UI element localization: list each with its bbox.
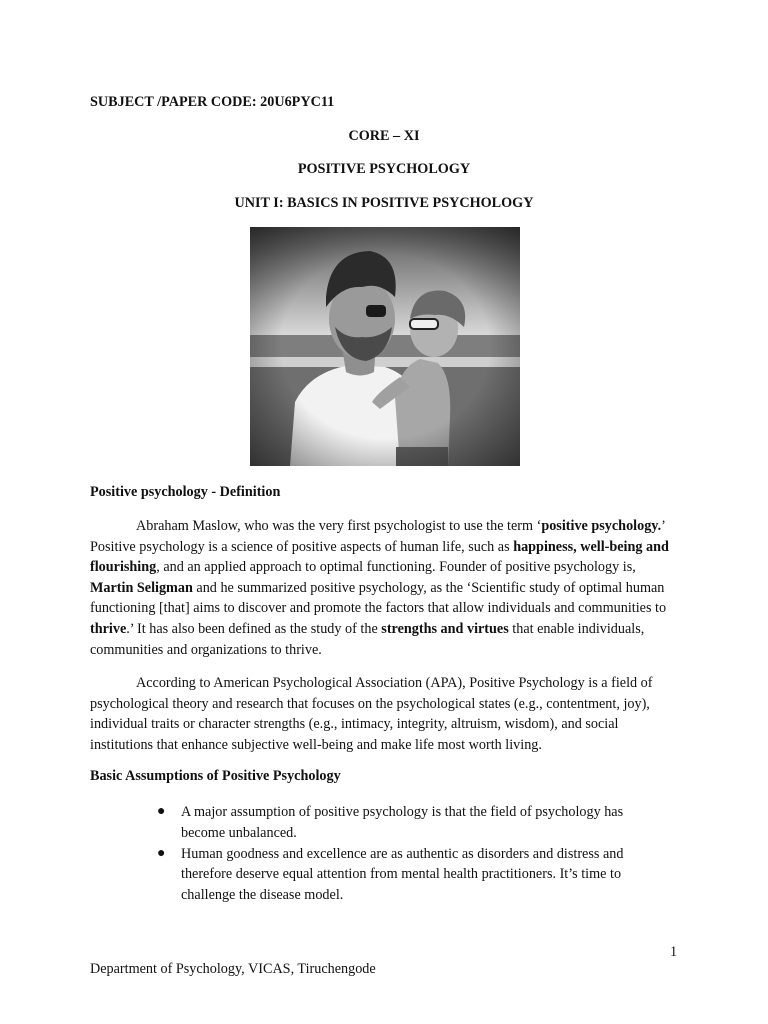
definition-paragraph <box>90 516 680 660</box>
bold-term: Martin Seligman <box>90 579 193 596</box>
unit-title: UNIT I: BASICS IN POSITIVE PSYCHOLOGY <box>234 195 534 211</box>
list-item-text: Human goodness and excellence are as authentic as disorders and distress and therefore deserve equal attention from mental health practitioners. It’s time to challenge the disease model. <box>181 845 624 904</box>
subject-code: SUBJECT /PAPER CODE: 20U6PYC11 <box>90 94 335 110</box>
list-item-text: A major assumption of positive psychology is that the field of psychology has become unbalanced. <box>181 804 624 841</box>
list-item <box>157 844 667 906</box>
text-run: Abraham Maslow, who was the very first psychologist to use the term ‘ <box>136 518 542 534</box>
definition-text <box>90 516 680 660</box>
text-run: that enable individuals, communities and organizations to thrive. <box>90 620 645 658</box>
bold-term: happiness, well-being and flourishing <box>90 538 669 576</box>
page-number: 1 <box>670 944 678 960</box>
text-run: and he summarized positive psychology, as the ‘Scientific study of optimal human functioning [that] aims to discover and promote the factors that allow individuals and communities to <box>90 579 667 617</box>
footer-department: Department of Psychology, VICAS, Tiruchengode <box>90 961 376 977</box>
apa-text: According to American Psychological Association (APA), Positive Psychology is a field of psychological theory and research that focuses on the psychological states (e.g., contentment, joy), individual traits or character strengths (e.g., intimacy, integrity, altruism, wisdom), and social institutions that enhance subjective well-being and make life most worth living. <box>90 675 653 753</box>
assumptions-list <box>157 802 667 906</box>
bold-term: positive psychology. <box>541 518 662 534</box>
definition-heading: Positive psychology - Definition <box>90 484 281 500</box>
course-title: POSITIVE PSYCHOLOGY <box>297 161 471 177</box>
bullet-icon: ● <box>157 804 166 819</box>
text-run: .’ It has also been defined as the study of the <box>126 620 382 637</box>
apa-paragraph <box>90 673 680 755</box>
bold-term: thrive <box>90 620 127 637</box>
core-label: CORE – XI <box>348 128 420 144</box>
list-item <box>157 802 667 844</box>
text-run: ’ Positive psychology is a science of positive aspects of human life, such as <box>90 518 665 555</box>
text-run: , and an applied approach to optimal functioning. Founder of positive psychology is, <box>156 559 636 576</box>
bullet-icon: ● <box>157 845 166 861</box>
assumptions-heading: Basic Assumptions of Positive Psychology <box>90 768 341 784</box>
bold-term: strengths and virtues <box>381 620 509 637</box>
father-child-photo <box>250 227 520 466</box>
